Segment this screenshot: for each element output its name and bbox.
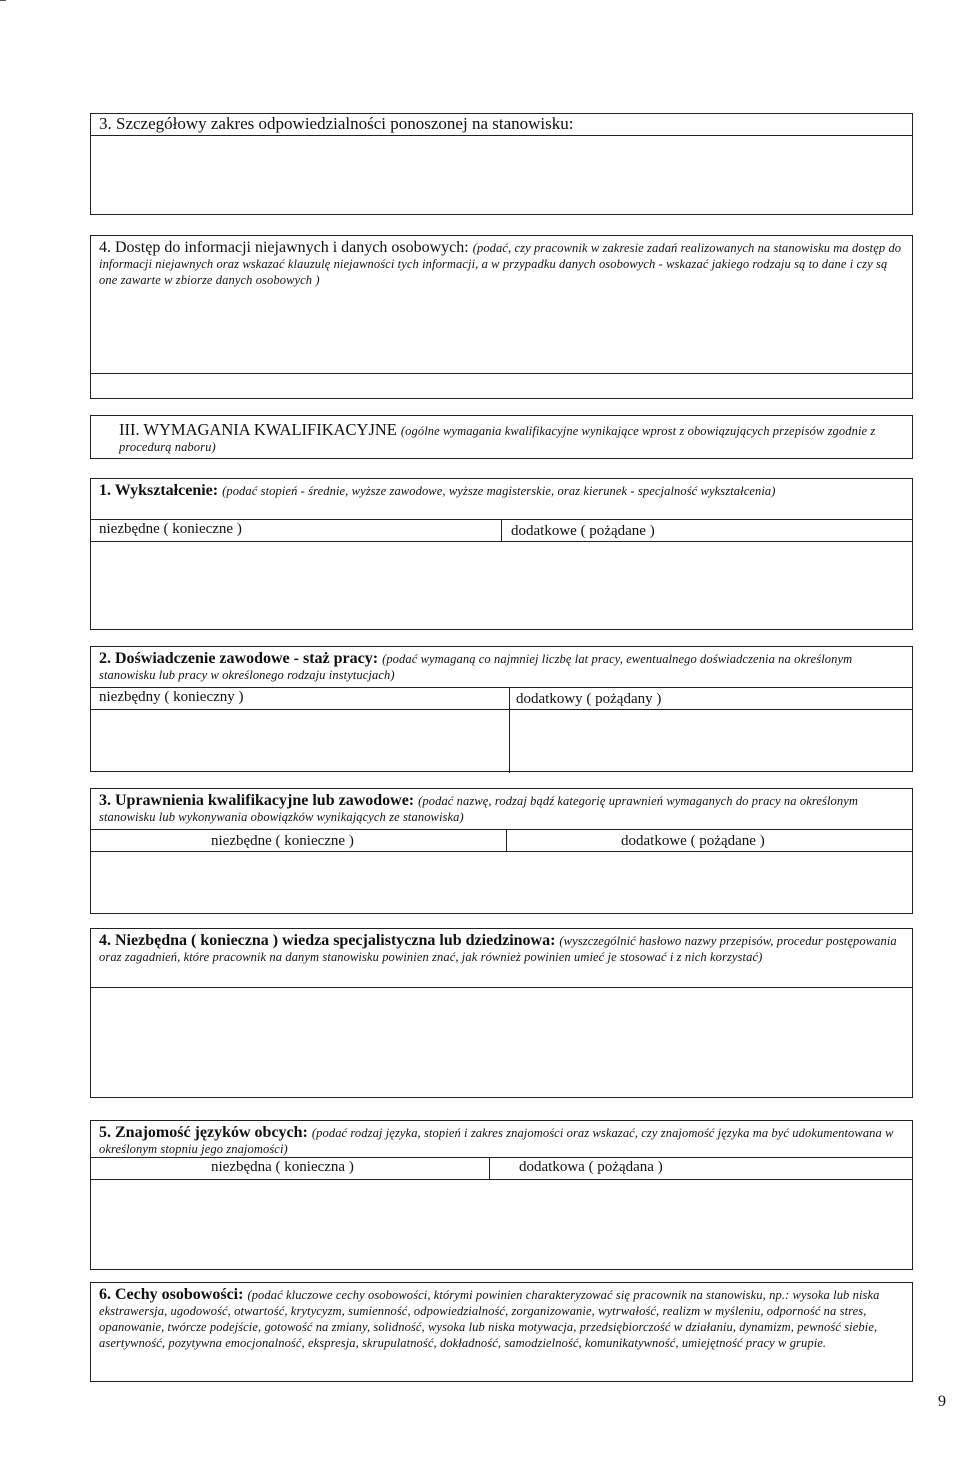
column-divider [509,687,510,773]
divider [91,709,912,710]
q2-box [90,646,913,772]
section-3-title: 3. Szczegółowy zakres odpowiedzialności ponoszonej na stanowisku: [99,114,574,133]
q6-header [91,1283,912,1351]
part-3-header [91,416,912,455]
q3-optional-label: dodatkowe ( pożądane ) [621,833,765,849]
q5-header [91,1121,912,1157]
divider [91,541,912,542]
q4-title: 4. Niezbędna ( konieczna ) wiedza specjalistyczna lub dziedzinowa: [99,932,556,949]
column-divider [489,1157,490,1179]
divider [91,373,912,374]
q2-optional-label: dodatkowy ( pożądany ) [516,691,662,707]
section-3-box [90,113,913,215]
q1-optional-label: dodatkowe ( pożądane ) [511,523,655,539]
q1-required-label: niezbędne ( konieczne ) [99,521,242,537]
divider [91,1179,912,1180]
q5-title: 5. Znajomość języków obcych: [99,1124,308,1141]
section-4-header [91,236,912,288]
q3-header [91,789,912,825]
scan-corner-mark [0,0,6,1]
q6-note: (podać kluczowe cechy osobowości, którymi powinien charakteryzować się pracownik na stanowisku, np.: wysoka lub niska ekstrawersja, ugodowość, otwartość, krytycyzm, sumienność, odpowiedzialność, zorganizowanie, wytrwałość, realizm w myśleniu, odporność na stres, opanowanie, twórcze podejście, gotowość na zmiany, solidność, wysoka lub niska motywacja, przedsiębiorczość w działaniu, dynamizm, pewność siebie, asertywność, pozytywna emocjonalność, ekspresja, skrupulatność, dokładność, samodzielność, komunikatywność, umiejętność pracy w grupie. [99,1288,880,1350]
q3-required-label: niezbędne ( konieczne ) [211,833,354,849]
section-4-title: 4. Dostęp do informacji niejawnych i danych osobowych: [99,239,469,256]
q2-note: (podać wymaganą co najmniej liczbę lat pracy, ewentualnego doświadczenia na określonym stanowisku lub pracy w określonego rodzaju instytucjach) [99,652,853,682]
section-4-box [90,235,913,399]
q6-box [90,1282,913,1382]
q2-title: 2. Doświadczenie zawodowe - staż pracy: [99,650,379,667]
divider [91,1157,912,1158]
divider [91,851,912,852]
divider [91,987,912,988]
q6-title: 6. Cechy osobowości: [99,1286,244,1303]
divider [91,687,912,688]
q4-note: (wyszczególnić hasłowo nazwy przepisów, procedur postępowania oraz zagadnień, które pracownik na danym stanowisku powinien znać, jak również powinien umieć je stosować i z nich korzystać) [99,934,897,964]
q5-optional-label: dodatkowa ( pożądana ) [519,1159,663,1175]
q2-header [91,647,912,683]
part-3-header-box [90,415,913,459]
q3-note: (podać nazwę, rodzaj bądź kategorię uprawnień wymaganych do pracy na określonym stanowisku lub wykonywania obowiązków wynikających ze stanowiska) [99,794,859,824]
part-3-title: III. WYMAGANIA KWALIFIKACYJNE [119,420,397,439]
column-divider [506,829,507,851]
divider [91,135,912,136]
page-number: 9 [938,1393,946,1410]
q1-title: 1. Wykształcenie: [99,482,219,499]
q1-header [91,479,912,499]
q5-note: (podać rodzaj języka, stopień i zakres znajomości oraz wskazać, czy znajomość języka ma być udokumentowana w określonym stopniu jego znajomości) [99,1126,894,1156]
q5-box [90,1120,913,1270]
q4-box [90,928,913,1098]
q1-note: (podać stopień - średnie, wyższe zawodowe, wyższe magisterskie, oraz kierunek - specjalność wykształcenia) [222,484,776,498]
section-4-note: (podać, czy pracownik w zakresie zadań realizowanych na stanowisku ma dostęp do informacji niejawnych oraz wskazać klauzulę niejawności tych informacji, a w przypadku danych osobowych - wskazać jakiego rodzaju są to dane i czy są one zawarte w zbiorze danych osobowych ) [99,241,902,287]
q5-required-label: niezbędna ( konieczna ) [211,1159,354,1175]
q3-title: 3. Uprawnienia kwalifikacyjne lub zawodowe: [99,792,415,809]
part-3-note: (ogólne wymagania kwalifikacyjne wynikające wprost z obowiązujących przepisów zgodnie z procedurą naboru) [119,424,876,454]
column-divider [501,519,502,541]
q1-box [90,478,913,630]
divider [91,829,912,830]
q2-required-label: niezbędny ( konieczny ) [99,689,244,705]
q4-header [91,929,912,965]
q3-box [90,788,913,914]
section-3-header [91,114,912,132]
